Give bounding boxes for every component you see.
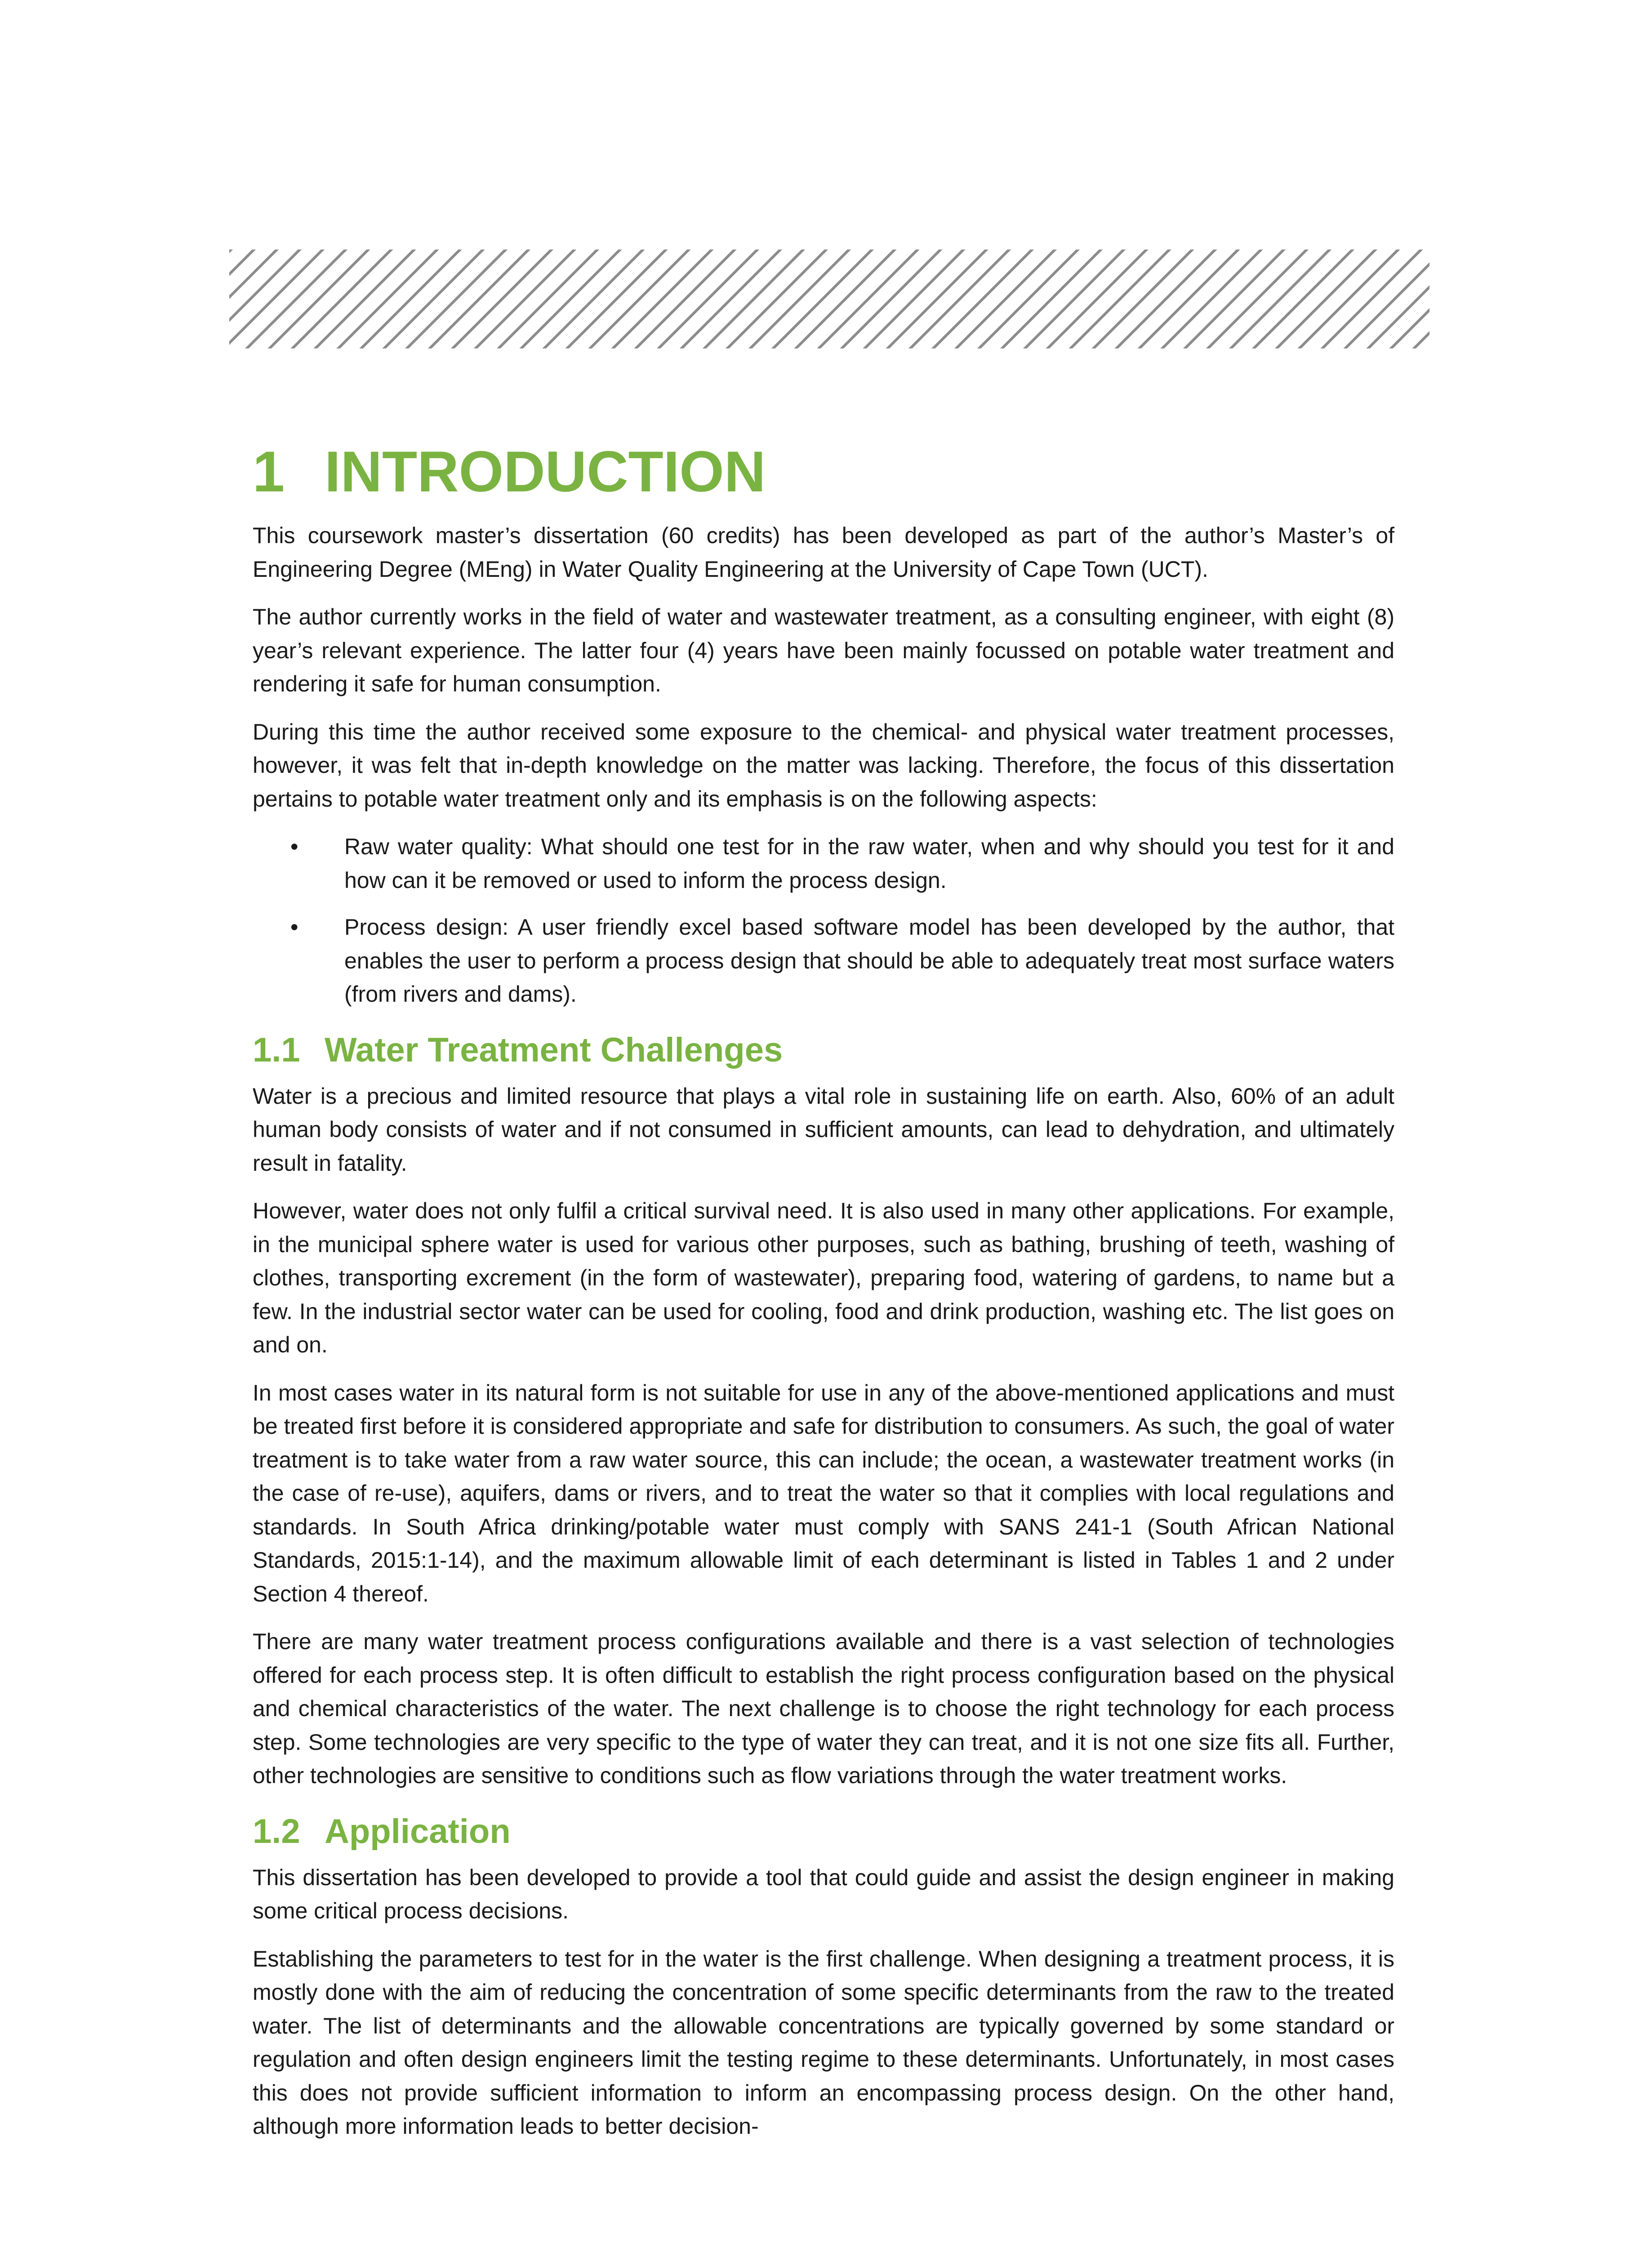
section-title: Water Treatment Challenges bbox=[325, 1030, 783, 1069]
chapter-number: 1 bbox=[253, 440, 285, 504]
bullet-text: Raw water quality: What should one test for in the raw water, when and why should you test for it and how can it be removed or used to inform the process design. bbox=[344, 834, 1394, 893]
section-heading-water-treatment-challenges bbox=[253, 1026, 1394, 1075]
challenges-paragraph-4: There are many water treatment process configurations available and there is a vast selection of technologies offered for each process step. It is often difficult to establish the right process configuration based on the physical and chemical characteristics of the water. The next challenge is to choose the right technology for each process step. Some technologies are very specific to the type of water they can treat, and it is not one size fits all. Further, other technologies are sensitive to conditions such as flow variations through the water treatment works. bbox=[253, 1629, 1394, 1788]
intro-paragraph-1: This coursework master’s dissertation (60 credits) has been developed as part of the author’s Master’s of Engineering Degree (MEng) in Water Quality Engineering at the University of Cape Town (UCT). bbox=[253, 523, 1394, 582]
decorative-hatch-band bbox=[229, 250, 1429, 348]
page-content bbox=[253, 432, 1394, 2158]
section-title: Application bbox=[325, 1812, 511, 1851]
bullet-item-process-design bbox=[253, 910, 1394, 1011]
section-number: 1.1 bbox=[253, 1030, 300, 1069]
challenges-paragraph-1: Water is a precious and limited resource that plays a vital role in sustaining life on earth. Also, 60% of an adult human body consists of water and if not consumed in sufficient amounts, can lead to dehydration, and ultimately result in fatality. bbox=[253, 1083, 1394, 1176]
application-paragraph-1: This dissertation has been developed to provide a tool that could guide and assist the design engineer in making some critical process decisions. bbox=[253, 1864, 1394, 1923]
challenges-paragraph-2: However, water does not only fulfil a critical survival need. It is also used in many other applications. For example, in the municipal sphere water is used for various other purposes, such as bathing, brushing of teeth, washing of clothes, transporting excrement (in the form of wastewater), preparing food, watering of gardens, to name but a few. In the industrial sector water can be used for cooling, food and drink production, washing etc. The list goes on and on. bbox=[253, 1198, 1394, 1357]
application-paragraph-2: Establishing the parameters to test for in the water is the first challenge. When designing a treatment process, it is mostly done with the aim of reducing the concentration of some specific determinants from the raw to the treated water. The list of determinants and the allowable concentrations are typically governed by some standard or regulation and often design engineers limit the testing regime to these determinants. Unfortunately, in most cases this does not provide sufficient information to inform an encompassing process design. On the other hand, although more information leads to better decision- bbox=[253, 1946, 1394, 2139]
aspects-bullet-list bbox=[253, 830, 1394, 1011]
section-heading-application bbox=[253, 1807, 1394, 1856]
challenges-paragraph-3: In most cases water in its natural form is not suitable for use in any of the above-mentioned applications and must be treated first before it is considered appropriate and safe for distribution to consumers. As such, the goal of water treatment is to take water from a raw water source, this can include; the ocean, a wastewater treatment works (in the case of re-use), aquifers, dams or rivers, and to treat the water so that it complies with local regulations and standards. In South Africa drinking/potable water must comply with SANS 241-1 (South African National Standards, 2015:1-14), and the maximum allowable limit of each determinant is listed in Tables 1 and 2 under Section 4 thereof. bbox=[253, 1380, 1394, 1606]
bullet-icon: • bbox=[290, 914, 298, 940]
bullet-icon: • bbox=[290, 834, 298, 859]
intro-paragraph-3: During this time the author received some exposure to the chemical- and physical water treatment processes, however, it was felt that in-depth knowledge on the matter was lacking. Therefore, the focus of this dissertation pertains to potable water treatment only and its emphasis is on the following aspects: bbox=[253, 719, 1394, 812]
section-number: 1.2 bbox=[253, 1812, 300, 1851]
chapter-title: INTRODUCTION bbox=[325, 440, 766, 504]
intro-paragraph-2: The author currently works in the field of water and wastewater treatment, as a consulting engineer, with eight (8) year’s relevant experience. The latter four (4) years have been mainly focussed on potable water treatment and rendering it safe for human consumption. bbox=[253, 604, 1394, 696]
bullet-item-raw-water-quality bbox=[253, 830, 1394, 897]
chapter-heading bbox=[253, 432, 1394, 513]
bullet-text: Process design: A user friendly excel based software model has been developed by the author, that enables the user to perform a process design that should be able to adequately treat most surface waters (from rivers and dams). bbox=[344, 914, 1394, 1007]
